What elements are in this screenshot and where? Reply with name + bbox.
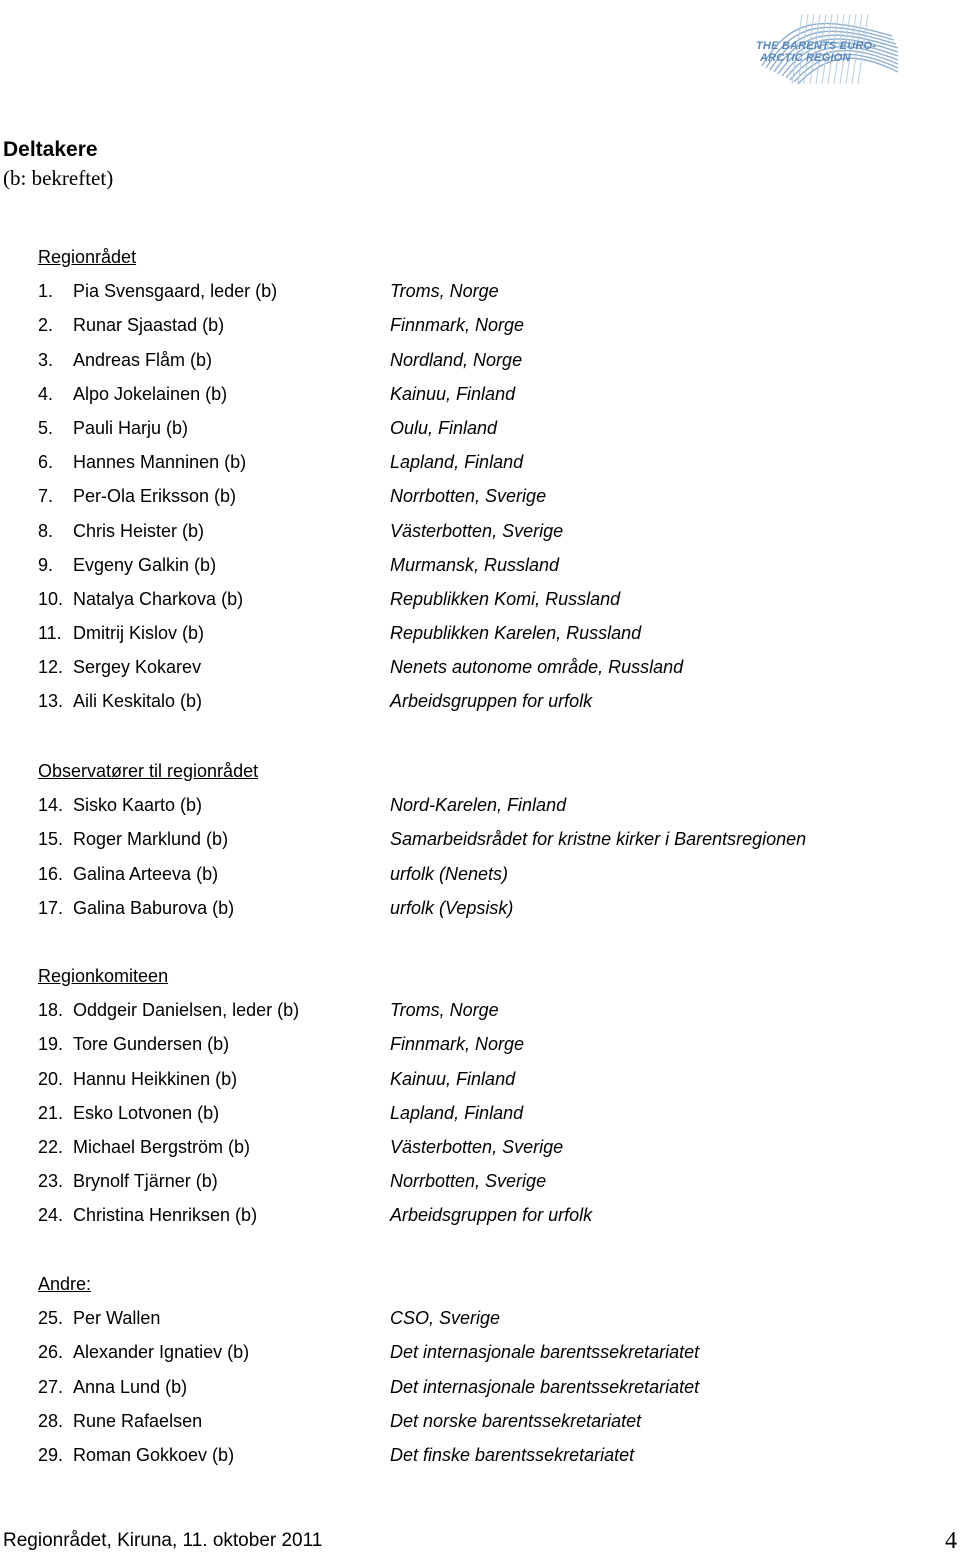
row-number: 11. [38, 623, 62, 644]
footer-text: Regionrådet, Kiruna, 11. oktober 2011 [3, 1530, 323, 1551]
row-number: 5. [38, 417, 54, 438]
section-title: Regionkomiteen [38, 966, 169, 986]
participant-region: Republikken Karelen, Russland [390, 623, 642, 644]
participant-name: Natalya Charkova (b) [73, 588, 244, 609]
row-number: 9. [38, 554, 54, 575]
participant-row [38, 1404, 938, 1438]
row-number: 27. [38, 1376, 64, 1397]
participant-row [38, 684, 938, 718]
participant-name: Alpo Jokelainen (b) [73, 383, 228, 404]
row-number: 22. [38, 1136, 64, 1157]
row-number: 3. [38, 349, 54, 370]
participant-region: Oulu, Finland [390, 417, 498, 438]
participant-region: Finnmark, Norge [390, 1034, 525, 1055]
participant-row [38, 411, 938, 445]
row-number: 2. [38, 315, 54, 336]
row-number: 14. [38, 795, 64, 816]
participant-row [38, 548, 938, 582]
participant-region: CSO, Sverige [390, 1308, 501, 1329]
participant-name: Sisko Kaarto (b) [73, 795, 203, 816]
participant-region: Kainuu, Finland [390, 1068, 516, 1089]
logo-line-1: THE BARENTS EURO- [756, 40, 877, 52]
participant-row [38, 1096, 938, 1130]
participant-region: Nordland, Norge [390, 349, 523, 370]
participant-name: Esko Lotvonen (b) [73, 1102, 220, 1123]
logo-text [756, 40, 898, 64]
section-andre [38, 1267, 938, 1472]
row-number: 8. [38, 520, 54, 541]
participant-region: Lapland, Finland [390, 1102, 524, 1123]
participant-region: Norrbotten, Sverige [390, 486, 547, 507]
row-number: 23. [38, 1171, 64, 1192]
participant-region: Murmansk, Russland [390, 554, 560, 575]
participant-name: Evgeny Galkin (b) [73, 554, 217, 575]
row-number: 6. [38, 452, 54, 473]
participant-name: Per Wallen [73, 1308, 161, 1329]
row-number: 13. [38, 691, 64, 712]
section-observatorer [38, 754, 938, 925]
row-number: 10. [38, 588, 64, 609]
barents-logo [752, 6, 902, 90]
participant-name: Oddgeir Danielsen, leder (b) [73, 1000, 300, 1021]
participant-region: urfolk (Vepsisk) [390, 897, 514, 918]
participant-row [38, 514, 938, 548]
participant-region: Västerbotten, Sverige [390, 520, 564, 541]
row-number: 26. [38, 1342, 64, 1363]
participant-name: Roger Marklund (b) [73, 829, 229, 850]
section-title: Regionrådet [38, 247, 137, 267]
section-regionradet [38, 240, 938, 719]
participant-row [38, 1164, 938, 1198]
participant-region: Lapland, Finland [390, 452, 524, 473]
participant-row [38, 857, 938, 891]
row-number: 18. [38, 1000, 64, 1021]
participant-region: urfolk (Nenets) [390, 863, 509, 884]
participant-name: Per-Ola Eriksson (b) [73, 486, 237, 507]
logo-line-2: ARCTIC REGION [760, 52, 851, 64]
participant-region: Det internasjonale barentssekretariatet [390, 1342, 700, 1363]
participant-name: Rune Rafaelsen [73, 1410, 203, 1431]
participant-row [38, 1301, 938, 1335]
participant-row [38, 377, 938, 411]
participant-row [38, 1198, 938, 1232]
participant-name: Aili Keskitalo (b) [73, 691, 203, 712]
participant-row [38, 274, 938, 308]
participant-name: Pia Svensgaard, leder (b) [73, 281, 278, 302]
participant-name: Michael Bergström (b) [73, 1136, 251, 1157]
page-number: 4 [945, 1528, 957, 1554]
participant-region: Norrbotten, Sverige [390, 1171, 547, 1192]
participant-row [38, 1335, 938, 1369]
participant-row [38, 1062, 938, 1096]
participant-row [38, 822, 938, 856]
participant-name: Dmitrij Kislov (b) [73, 623, 205, 644]
row-number: 20. [38, 1068, 64, 1089]
participant-row [38, 616, 938, 650]
participant-name: Brynolf Tjärner (b) [73, 1171, 218, 1192]
row-number: 4. [38, 383, 54, 404]
participant-region: Det norske barentssekretariatet [390, 1410, 642, 1431]
row-number: 19. [38, 1034, 64, 1055]
participant-name: Tore Gundersen (b) [73, 1034, 230, 1055]
row-number: 28. [38, 1410, 64, 1431]
participant-row [38, 1370, 938, 1404]
participant-row [38, 308, 938, 342]
row-number: 12. [38, 657, 64, 678]
participant-row [38, 650, 938, 684]
participant-name: Galina Arteeva (b) [73, 863, 219, 884]
row-number: 17. [38, 897, 64, 918]
participant-region: Nord-Karelen, Finland [390, 795, 567, 816]
page-subheading: (b: bekreftet) [3, 166, 114, 190]
row-number: 24. [38, 1205, 64, 1226]
participant-name: Sergey Kokarev [73, 657, 202, 678]
participant-name: Hannu Heikkinen (b) [73, 1068, 238, 1089]
participant-region: Samarbeidsrådet for kristne kirker i Barentsregionen [390, 829, 807, 850]
participant-name: Pauli Harju (b) [73, 417, 189, 438]
section-title: Andre: [38, 1274, 92, 1294]
participant-region: Kainuu, Finland [390, 383, 516, 404]
participant-name: Alexander Ignatiev (b) [73, 1342, 250, 1363]
row-number: 25. [38, 1308, 64, 1329]
participant-region: Finnmark, Norge [390, 315, 525, 336]
participant-row [38, 1438, 938, 1472]
page-heading: Deltakere [3, 138, 98, 161]
row-number: 7. [38, 486, 54, 507]
participant-region: Västerbotten, Sverige [390, 1136, 564, 1157]
participant-row [38, 993, 938, 1027]
participant-name: Hannes Manninen (b) [73, 452, 247, 473]
participant-name: Chris Heister (b) [73, 520, 205, 541]
participant-row [38, 343, 938, 377]
participant-region: Arbeidsgruppen for urfolk [390, 1205, 593, 1226]
participant-region: Nenets autonome område, Russland [390, 657, 684, 678]
section-regionkomiteen [38, 959, 938, 1233]
participant-region: Troms, Norge [390, 1000, 499, 1021]
participant-region: Arbeidsgruppen for urfolk [390, 691, 593, 712]
participant-row [38, 445, 938, 479]
participant-row [38, 582, 938, 616]
participant-row [38, 788, 938, 822]
row-number: 1. [38, 281, 54, 302]
row-number: 29. [38, 1444, 64, 1465]
participant-row [38, 479, 938, 513]
participant-region: Det finske barentssekretariatet [390, 1444, 635, 1465]
participant-name: Andreas Flåm (b) [73, 349, 213, 370]
participant-row [38, 1027, 938, 1061]
section-title: Observatører til regionrådet [38, 761, 259, 781]
participant-name: Runar Sjaastad (b) [73, 315, 225, 336]
participant-name: Galina Baburova (b) [73, 897, 235, 918]
participant-name: Roman Gokkoev (b) [73, 1444, 235, 1465]
row-number: 21. [38, 1102, 64, 1123]
participant-region: Det internasjonale barentssekretariatet [390, 1376, 700, 1397]
row-number: 16. [38, 863, 64, 884]
participant-name: Christina Henriksen (b) [73, 1205, 258, 1226]
participant-region: Troms, Norge [390, 281, 499, 302]
participant-name: Anna Lund (b) [73, 1376, 188, 1397]
participant-region: Republikken Komi, Russland [390, 588, 621, 609]
row-number: 15. [38, 829, 64, 850]
participant-row [38, 1130, 938, 1164]
participant-row [38, 891, 938, 925]
